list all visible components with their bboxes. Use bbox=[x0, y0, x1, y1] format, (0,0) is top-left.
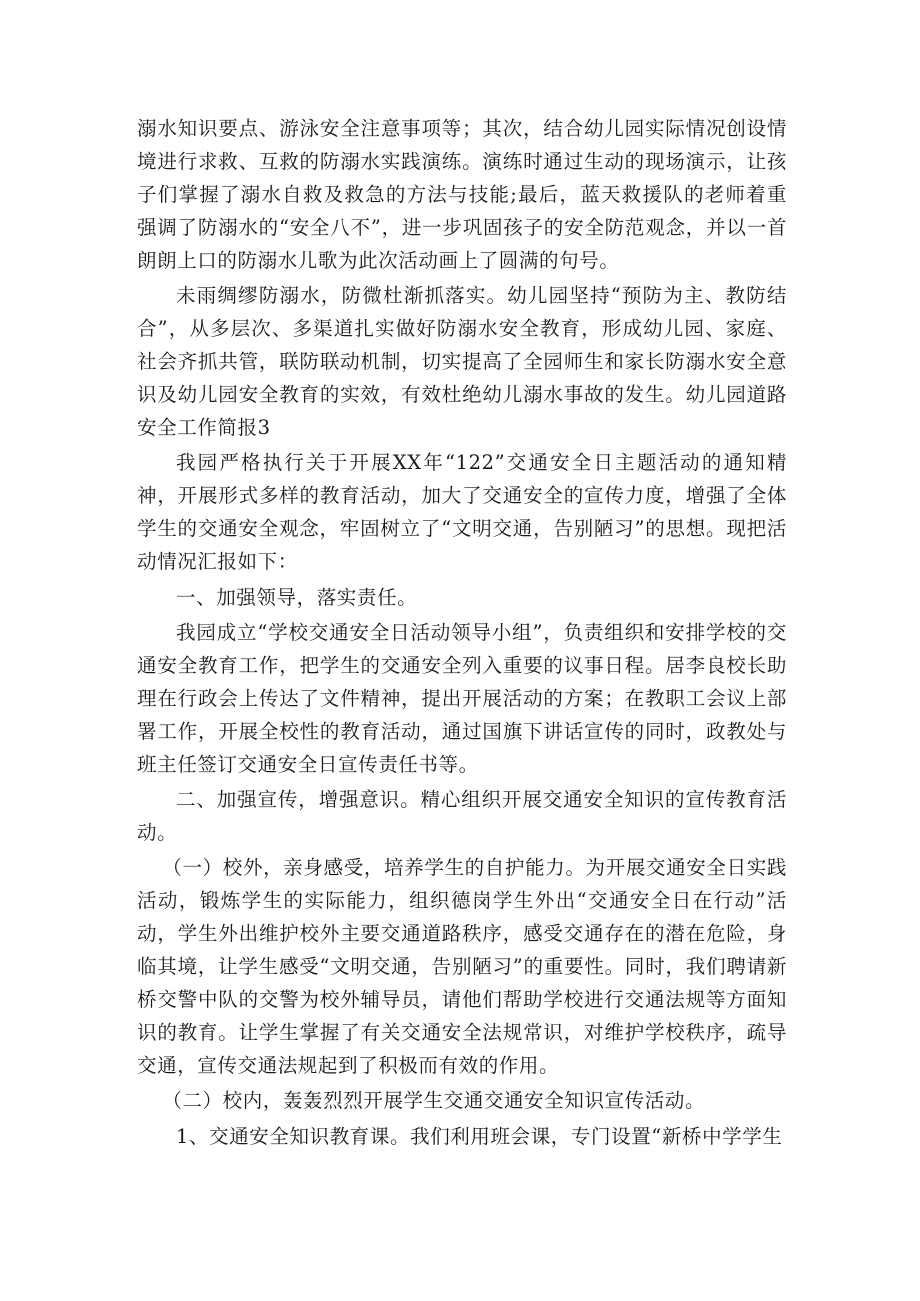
section-heading-1: 一、加强领导，落实责任。 bbox=[176, 585, 418, 609]
paragraph-9: 1、交通安全知识教育课。我们利用班会课，专门设置“新桥中学学生 bbox=[176, 1124, 783, 1148]
paragraph-1: 溺水知识要点、游泳安全注意事项等；其次，结合幼儿园实际情况创设情境进行求救、互救的防溺水实践演练。演练时通过生动的现场演示，让孩子们掌握了溺水自救及救急的方法与技能;最后，蓝天救援队的老师着重强调了防溺水的“安全八不”，进一步巩固孩子的安全防范观念，并以一首朗朗上口的防溺水儿歌为此次活动画上了圆满的句号。 bbox=[137, 117, 787, 272]
paragraph-7: （一）校外，亲身感受，培养学生的自护能力。为开展交通安全日实践活动，锻炼学生的实际能力，组织德岗学生外出“交通安全日在行动”活动，学生外出维护校外主要交通道路秩序，感受交通存在的潜在危险，身临其境，让学生感受“文明交通，告别陋习”的重要性。同时，我们聘请新桥交警中队的交警为校外辅导员，请他们帮助学校进行交通法规等方面知识的教育。让学生掌握了有关交通安全法规常识，对维护学校秩序，疏导交通，宣传交通法规起到了积极而有效的作用。 bbox=[137, 856, 787, 1078]
section-heading-2: 二、加强宣传，增强意识。精心组织开展交通安全知识的宣传教育活动。 bbox=[137, 787, 787, 844]
paragraph-5: 我园成立“学校交通安全日活动领导小组”，负责组织和安排学校的交通安全教育工作，把学生的交通安全列入重要的议事日程。居李良校长助理在行政会上传达了文件精神，提出开展活动的方案；在教职工会议上部署工作，开展全校性的教育活动，通过国旗下讲话宣传的同时，政教处与班主任签订交通安全日宣传责任书等。 bbox=[137, 620, 787, 776]
paragraph-8: （二）校内，轰轰烈烈开展学生交通交通安全知识宣传活动。 bbox=[162, 1089, 706, 1113]
paragraph-2: 未雨绸缪防溺水，防微杜渐抓落实。幼儿园坚持“预防为主、教防结合”，从多层次、多渠道扎实做好防溺水安全教育，形成幼儿园、家庭、社会齐抓共管，联防联动机制，切实提高了全园师生和家长防溺水安全意识及幼儿园安全教育的实效，有效杜绝幼儿溺水事故的发生。幼儿园道路安全工作简报3 bbox=[137, 284, 787, 440]
document-body bbox=[137, 112, 787, 1155]
paragraph-3: 我园严格执行关于开展XX年“122”交通安全日主题活动的通知精神，开展形式多样的教育活动，加大了交通安全的宣传力度，增强了全体学生的交通安全观念，牢固树立了“文明交通，告别陋习”的思想。现把活动情况汇报如下： bbox=[137, 451, 787, 574]
